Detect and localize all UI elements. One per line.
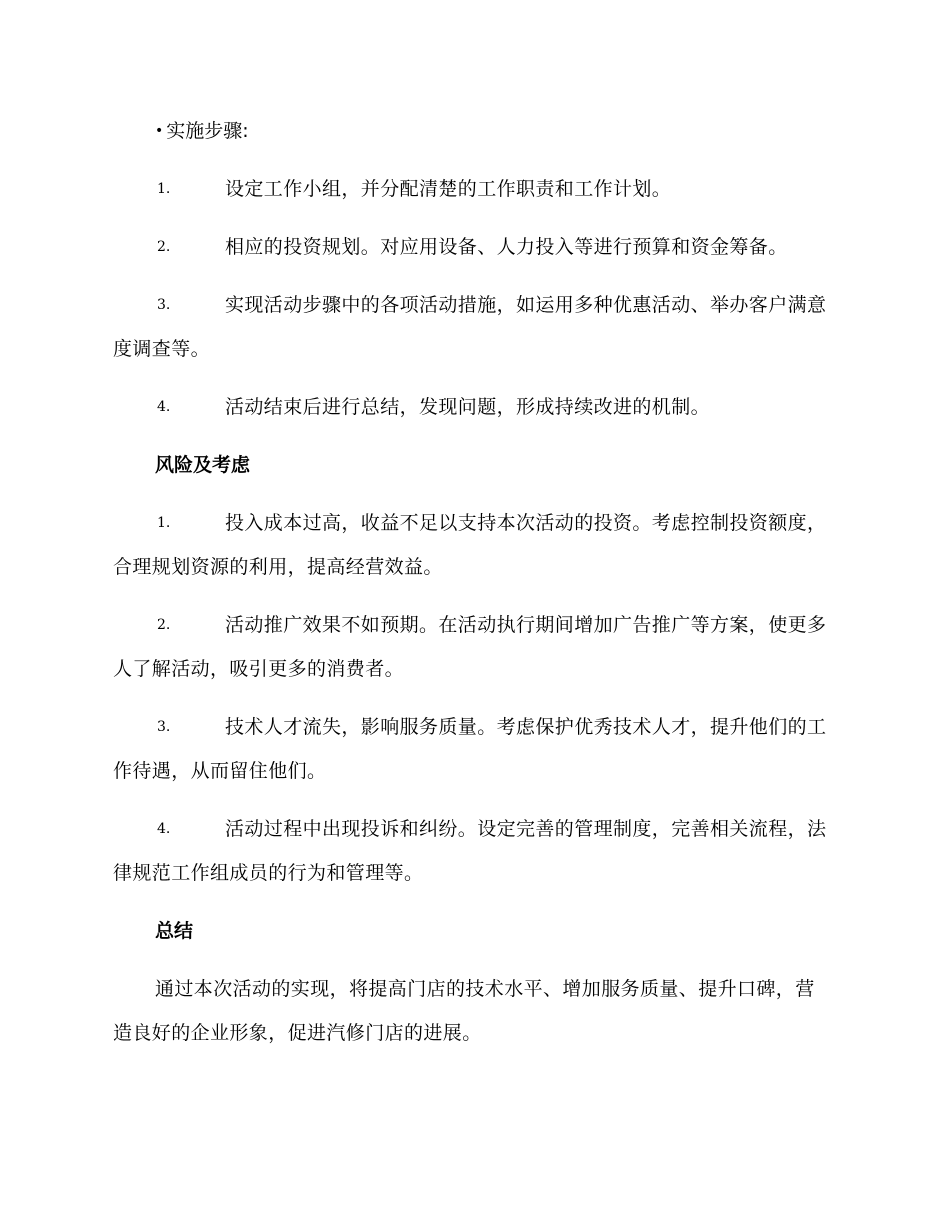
step-number-4: 4. [157,399,171,415]
step-number-2: 2. [157,239,171,255]
risk-number-1: 1. [157,515,171,531]
step-item-3 [113,283,833,371]
step-text-3: 实现活动步骤中的各项活动措施，如运用多种优惠活动、举办客户满意度调查等。 [113,294,827,360]
step-text-4: 活动结束后进行总结，发现问题，形成持续改进的机制。 [225,396,711,418]
risk-number-2: 2. [157,617,171,633]
risk-item-1 [113,501,833,589]
step-number-3: 3. [157,297,171,313]
risks-heading: 风险及考虑 [155,454,251,476]
summary-heading: 总结 [155,920,194,942]
step-item-4 [113,385,833,429]
risk-item-2 [113,603,833,691]
risk-text-3: 技术人才流失，影响服务质量。考虑保护优秀技术人才，提升他们的工作待遇，从而留住他们。 [113,716,827,782]
steps-heading [113,109,833,153]
bullet-dot-icon: • [155,123,164,139]
risk-number-4: 4. [157,821,171,837]
risk-item-3 [113,705,833,793]
document-content [113,109,833,1069]
step-number-1: 1. [157,181,171,197]
step-item-1 [113,167,833,211]
step-item-2 [113,225,833,269]
risk-text-2: 活动推广效果不如预期。在活动执行期间增加广告推广等方案，使更多人了解活动，吸引更多的消费者。 [113,614,827,680]
risk-number-3: 3. [157,719,171,735]
risk-text-1: 投入成本过高，收益不足以支持本次活动的投资。考虑控制投资额度，合理规划资源的利用，提高经营效益。 [113,512,827,578]
summary-paragraph: 通过本次活动的实现，将提高门店的技术水平、增加服务质量、提升口碑，营造良好的企业形象，促进汽修门店的进展。 [113,978,815,1044]
step-text-2: 相应的投资规划。对应用设备、人力投入等进行预算和资金筹备。 [225,236,788,258]
steps-heading-text: 实施步骤: [166,120,249,142]
risk-text-4: 活动过程中出现投诉和纠纷。设定完善的管理制度，完善相关流程，法律规范工作组成员的行为和管理等。 [113,818,827,884]
risk-item-4 [113,807,833,895]
step-text-1: 设定工作小组，并分配清楚的工作职责和工作计划。 [225,178,672,200]
